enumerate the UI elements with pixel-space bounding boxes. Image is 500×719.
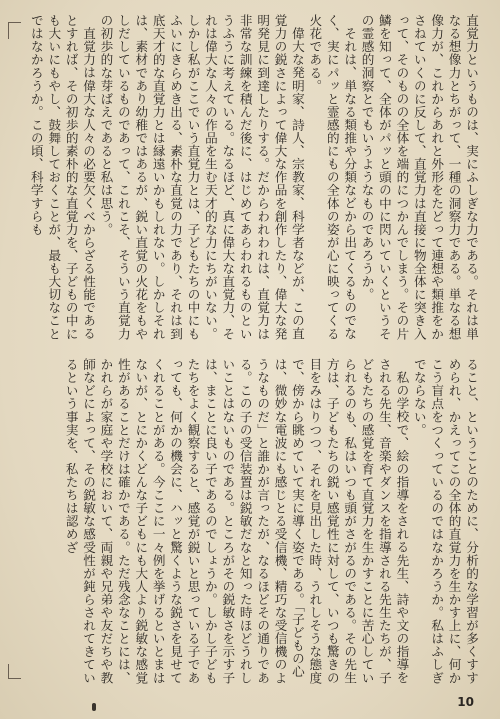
ink-spot (92, 703, 96, 711)
top-text-column (24, 14, 480, 346)
corner-mark (8, 664, 21, 679)
paragraph: それは、単なる類推や分類などから出てくるものでなく、実にパッと霊感的にもの全体の姿が心に映ってくる火花である。 (307, 14, 358, 341)
page-number: 10 (457, 695, 474, 709)
paragraph: ること、ということのために、分析的な学習が多くすすめられ、かえってこの全体的直覚力を生かす上に、何かこう盲点をつくっているのではなかろうか。私はふしぎでならない。 (411, 358, 479, 685)
paragraph: 偉大な発明家、詩人、宗教家、科学者などが、この直覚力の鋭さによって偉大な作品を創作したり、偉大な発明発見に到達したりする。だからわれわれは、直覚力は非常な訓練を積んだ後に、はじめてあらわれるものというふうに考えている。なるほど、真に偉大な直覚力、それは偉大な人々の作品を生む天才的な力にちがいない。しかし私がここでいう直覚力とは、子どもたちの中にもふいにきらめき出る、素朴な直覚の力であり、それは到底天才的な直覚力とは縁遠いかもしれない。しかしそれは、素材であり幼稚ではあるが、鋭い直覚の火花をもやしだしているものであって、これこそ、そういう直覚力の初歩的な芽ばえであると私は思う。 (98, 14, 305, 341)
bottom-text-column (24, 358, 480, 692)
corner-mark (8, 22, 21, 39)
paragraph: 私の学校で、絵の指導をされる先生、詩や文の指導をされる先生、音楽やダンスを指導される先生たちが、子どもたちの感覚を育て直覚力を生かすことに苦心していられるのも、私はいつも頭がさがるのである。その先生方は、子どもたちの鋭い感覚性に対して、いつも驚きの目をみはりつつ、それを見出した時、うれしそうな態度で、傍から眺めていて実に導く姿である。「子どもの心は、微妙な電波にも感じとる受信機、精巧な受信機のようなものだ」と誰かが言ったが、なるほどその通りである。この子の受信装置は鋭敏だなと知った時ほどうれしいことはないものである。ところがその鋭敏さを示す子は、まことに良い子であるのでしょうか。しかし子どもたちをよく観察すると、感覚が鋭いと思っている子であっても、何かの機会に、ハッと驚くような鋭さを見せてくれることがある。今ここに一々例を挙げるといとまはないが、とにかくどんな子どもにも大人より鋭敏な感覚性があることだけは確かである。ただ残念なことには、かれらが家庭や学校において、両親や兄弟や友だちや教師などによって、その鋭敏な感受性が鈍らされてきているという事実を、私たちは認めざ (63, 358, 410, 685)
paragraph: 直覚力は偉大な人々の必要欠くべからざる性能であるとすれば、その初歩的素朴的な直覚力を、子どもの中にも大いにもやし、鼓舞しておくことが、最も大切なことではなかろうか。この頃、科学すらも (28, 14, 97, 341)
paragraph: 直覚力というものは、実にふしぎな力である。それは単なる想像力とちがって、一種の洞察力である。単なる想像力が、これからあれと外形をたどって連想や類推をかさねていくのに反して、直覚力は直接に物全体に突き入って、そのものの全体を端的につかんでしまう。その片鱗を知って、全体がパッと頭の中に閃いていくというその霊感的洞察とでもいうようなものであろうか。 (359, 14, 479, 341)
